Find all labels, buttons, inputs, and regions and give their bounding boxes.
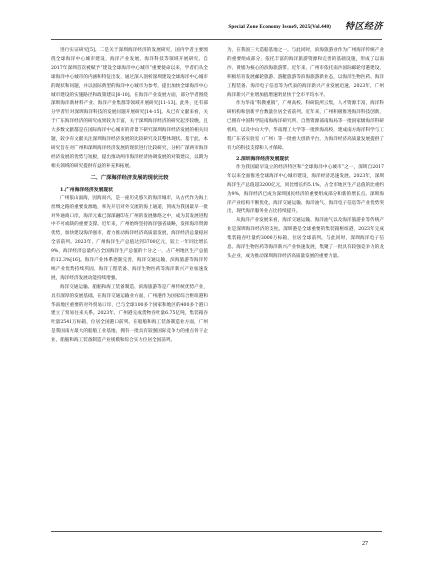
header-rule [51,39,382,40]
footer-rule [51,531,382,532]
journal-title: Special Zone Economy Issue9, 2025(Vol.440) [228,24,331,30]
paragraph: 进行实证研究[5]。二是关于深圳海洋经济的发展研究，国内学者主要围绕全球海洋中心城市建设、海洋产业发展、海洋科技等领域开展研究。自2017年深圳首次被赋予“建设全球海洋中心城市”重要使命以来，学者们从全球海洋中心城市的内涵和特征出发，通过深入剖析深圳建设全球海洋中心城市的现状和问题，并以国际典型的海洋中心城市为参考，提出加快全球海洋中心城市建设的实施路径和政策建议[6-10]。在海洋产业发展方面，部分学者围绕深圳海洋新材料产业、海洋产业集群等领域开展研究[11-13]。此外，还有部分学者针对深圳海洋科技的发展问题开展研究[14-15]。从已有文献来看，关于广东海洋经济的研究成果较为丰富，关于深圳海洋经济的研究起步较晚。且大多数文献都是在国际海洋中心城市的背景下研究深圳海洋经济发展的相关问题，较少有文献关注深圳海洋经济发展的比较研究及其整体现状。基于此，本研究旨在对广州和深圳海洋经济发展的现状进行比较研究，分析广深两市海洋经济发展的优势与短板，提出推动两市海洋经济协调发展的对策建议，以期为相关领域的研究提供有益的补充和拓展。 [51,48,208,169]
paragraph: 广州依山面海，因海而兴，是一座历史悠久的海洋城市，从古代作为海上丝绸之路的重要发源地，率先开启对外交流的海上通道，到成为我国最早一批对外通商口岸，海洋元素已深深融印在广州的发展脉络之中，成为其发展进程中不可或缺的重要支撑。近年来，广州始终坚持海洋强省战略，发挥海洋资源优势，加快建设海洋强市，着力推动海洋经济高质量发展，海洋经济总量稳居全省前列。2023年，广州海洋生产总值达到3700亿元，较上一年同比增长9%，海洋经济总量约占全国海洋生产总值的十分之一，占广州地区生产总值的12.3%[16]。海洋产业体系逐渐完善，海洋交通运输、滨海旅游等海洋传统产业优势持续巩固，海洋工程装备、海洋生物医药等海洋新兴产业加速发展，海洋经济发展动能持续增强。 [51,195,208,281]
left-column [51,47,208,529]
subsection-heading: 1.广州海洋经济发展现状 [60,186,113,193]
page-header [0,0,427,38]
paragraph: 作为我国最早设立的经济特区和“全球海洋中心城市”之一，深圳自2017年以来全面推进全球海洋中心城市建设，海洋经济迅速发展。2023年，深圳海洋生产总值超3200亿元，同比增长约5.1%，占全市地区生产总值的比重约为9%，海洋经济已成为深圳国民经济的重要组成部分和新的增长点。深圳海洋产业结构不断优化，海洋交通运输、海洋油气、海洋电子信息等产业优势突出，现代海洋服务业占比持续提升。 [227,164,384,215]
paragraph: 从海洋产业发展来看，海洋交通运输、海洋油气以及海洋旅游业等传统产业是深圳海洋经济的支柱。深圳港是全球重要的集装箱枢纽港，2023年完成集装箱吞吐量约3000万标箱，位居全球前列。与此同时，深圳海洋电子信息、海洋生物医药等海洋新兴产业快速发展，集聚了一批具有较强竞争力的龙头企业，成为推动深圳海洋经济高质量发展的重要力量。 [227,218,384,259]
paragraph: 海洋交通运输、船舶和海工装备制造、滨海旅游等是广州传统优势产业，具有深厚的发展基础。在海洋交通运输业方面，广州港作为国家综合枢纽港和华南地区重要的对外贸易口岸，已与全球100多个国家和地区的400多个港口建立了贸易往来关系。2023年，广州港完成货物吞吐量6.75亿吨，集装箱吞吐量2541万标箱，位居全国港口前列。在船舶和海工装备制造业方面，广州是我国南方最大的船舶工业基地，拥有一批具有较强国际竞争力的重点骨干企业，船舶和海工装备制造产业规模和综合实力位居全国前列。 [51,284,208,344]
section-heading: 二、广深海洋经济发展的现状比较 [90,174,169,181]
subsection-heading: 2.深圳海洋经济发展现状 [236,155,289,162]
right-column [227,47,384,529]
paragraph: 为，在我国三大造船基地之一。与此同时，滨海旅游业作为广州海洋传统产业的重要组成部分，依托丰富的海洋旅游资源和完善的基础设施，形成了以南沙、黄埔为核心的滨海旅游带。近年来，广州市依托南沙国际邮轮母港建设，积极培育发展邮轮旅游、游艇旅游等滨海旅游新业态，以海洋生物医药、海洋工程装备、海洋电子信息等为代表的海洋新兴产业发展迅速，2023年，广州海洋新兴产业增加值增速明显快于全市平均水平。 [227,48,384,98]
page-number: 27 [362,541,368,547]
journal-logo: 特区经济 [344,22,383,32]
paragraph: 作为华南“科教重镇”，广州高校、科研院所云集，人才资源丰富，海洋科研机构和创新平台数量位居全省前列。近年来，广州积极推进海洋科技创新，已拥有中国科学院南海海洋研究所、自然资源部南海局等一批国家级海洋科研机构，以及中山大学、华南理工大学等一批涉海高校，建成南方海洋科学与工程广东省实验室（广州）等一批重大创新平台，为海洋经济高质量发展提供了有力的科技支撑和人才保障。 [227,101,384,151]
